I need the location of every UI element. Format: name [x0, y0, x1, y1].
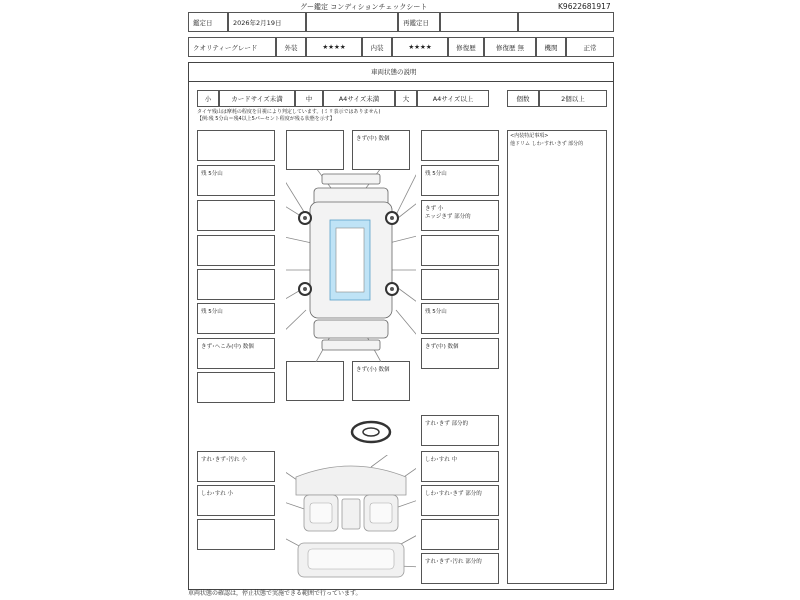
note-label: きず 小: [425, 206, 444, 212]
blank-cell: [306, 12, 398, 32]
note-box: [197, 165, 275, 196]
note-box: [421, 415, 499, 446]
note-box: [197, 485, 275, 516]
note-label: しわ･すれ 小: [201, 491, 233, 497]
note-box: [421, 519, 499, 550]
tire-note-example: 【例:残 5分山＝残4以上5パーセント程度が残る状態を示す】: [197, 116, 335, 122]
note-box: [421, 200, 499, 231]
note-label: すれ･きず･汚れ 部分的: [425, 559, 482, 565]
note-box: [421, 269, 499, 300]
footer-note: 車両状態の確認は，停止状態で実施できる範囲で行っています。: [188, 590, 362, 597]
note-box: [286, 130, 344, 170]
note-box: [421, 165, 499, 196]
size-small-desc: カードサイズ未満: [219, 90, 295, 107]
note-label: しわ･すれ 中: [425, 457, 457, 463]
note-box: [197, 235, 275, 266]
note-label: 残 5分山: [425, 309, 447, 315]
note-box: [197, 372, 275, 403]
tire-note: タイヤ残山は摩耗の程度を目視により判定しています。(ミリ表示ではありません): [197, 109, 381, 115]
interior-seat-diagram: [286, 455, 416, 583]
reappraisal-label: 再鑑定日: [398, 12, 440, 32]
size-small-label: 小: [197, 90, 219, 107]
interior-comments-panel: [507, 130, 607, 584]
engine-value: 正常: [566, 37, 614, 57]
note-box: [352, 361, 410, 401]
note-box: [421, 130, 499, 161]
note-label: きず･へこみ(中) 数個: [201, 344, 254, 350]
size-mid-desc: A4サイズ未満: [323, 90, 395, 107]
quality-grade-label: クオリティーグレード: [188, 37, 276, 57]
blank-cell: [518, 12, 614, 32]
note-box: [197, 519, 275, 550]
size-large-desc: A4サイズ以上: [417, 90, 489, 107]
interior-label: 内装: [362, 37, 392, 57]
car-exterior-diagram: [286, 170, 416, 362]
size-large-label: 大: [395, 90, 417, 107]
note-box: [421, 451, 499, 482]
engine-label: 機関: [536, 37, 566, 57]
count-label: 個数: [507, 90, 539, 107]
interior-comments-text: 他ドリム しわ･すれ･きず 部分的: [510, 141, 584, 147]
note-box: [421, 553, 499, 584]
note-box: [197, 338, 275, 369]
note-label: すれ･きず 部分的: [425, 421, 468, 427]
note-box: [421, 485, 499, 516]
note-box: [197, 200, 275, 231]
note-label: きず(中) 数個: [425, 344, 459, 350]
note-label: 残 5分山: [425, 171, 447, 177]
steering-wheel-icon: [350, 420, 392, 444]
note-label: 残 5分山: [201, 309, 223, 315]
exterior-label: 外装: [276, 37, 306, 57]
note-label: 残 5分山: [201, 171, 223, 177]
note-box: [286, 361, 344, 401]
note-box: [197, 451, 275, 482]
interior-comments-header: <内装特記事項>: [510, 133, 549, 139]
note-box: [197, 303, 275, 334]
reappraisal-value: [440, 12, 518, 32]
sheet-title: グー鑑定 コンディションチェックシート: [300, 3, 428, 11]
size-mid-label: 中: [295, 90, 323, 107]
note-box: [197, 130, 275, 161]
note-label: きず(中) 数個: [356, 136, 390, 142]
appraisal-date-value: 2026年2月19日: [228, 12, 306, 32]
note-box: [421, 303, 499, 334]
note-box: [421, 235, 499, 266]
note-box: [197, 269, 275, 300]
interior-rating: ★★★★: [392, 37, 448, 57]
note-box: [421, 338, 499, 369]
note-label: しわ･すれ･きず 部分的: [425, 491, 482, 497]
section-title: 車両状態の説明: [371, 68, 417, 76]
appraisal-date-label: 鑑定日: [188, 12, 228, 32]
note-label: きず(小) 数個: [356, 367, 390, 373]
count-value: 2個以上: [539, 90, 607, 107]
note-label: すれ･きず･汚れ 小: [201, 457, 247, 463]
sheet-id: K9622681917: [558, 2, 611, 11]
note-box: [352, 130, 410, 170]
repair-history-value: 修復歴 無: [484, 37, 536, 57]
note-label: エッジきず 部分的: [425, 214, 471, 220]
repair-history-label: 修復歴: [448, 37, 484, 57]
exterior-rating: ★★★★: [306, 37, 362, 57]
